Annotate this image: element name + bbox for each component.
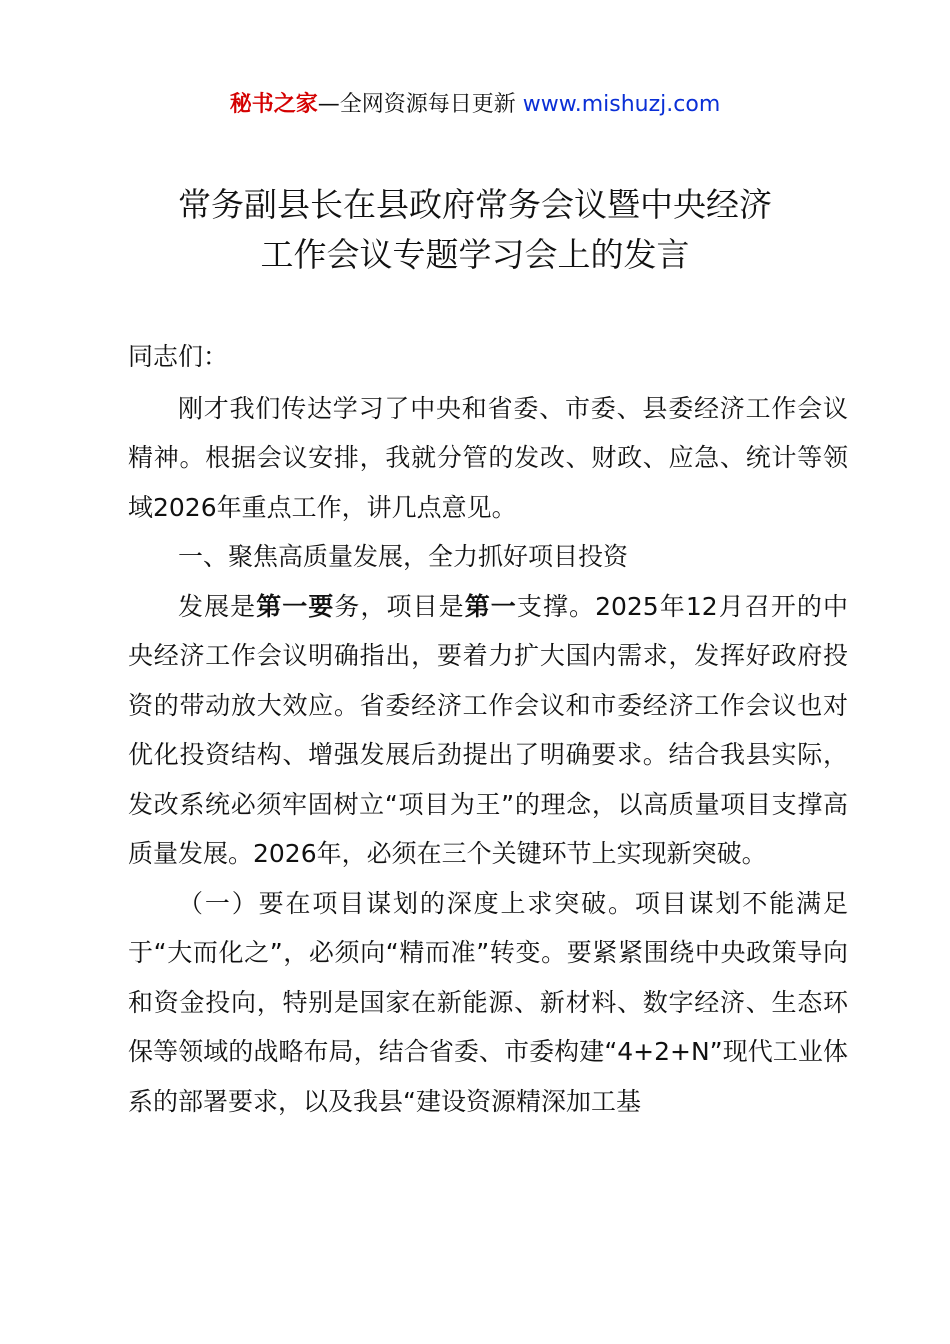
p1-bold-2: 第一 (464, 591, 517, 621)
p1-text-a: 发展是 (178, 591, 257, 621)
section-1-heading: 一、聚焦高质量发展，全力抓好项目投资 (178, 542, 629, 571)
intro-paragraph: 刚才我们传达学习了中央和省委、市委、县委经济工作会议精神。根据会议安排，我就分管的发改、财政、应急、统计等领域2026年重点工作，讲几点意见。 (128, 393, 848, 522)
document-body (128, 332, 848, 1126)
title-line-1: 常务副县长在县政府常务会议暨中央经济 (178, 185, 772, 224)
site-brand: 秘书之家 (229, 92, 318, 117)
section-1-paragraph (128, 582, 848, 879)
subsection-1-paragraph: （一）要在项目谋划的深度上求突破。项目谋划不能满足于“大而化之”，必须向“精而准”转变。要紧紧围绕中央政策导向和资金投向，特别是国家在新能源、新材料、数字经济、生态环保等领域的战略布局，结合省委、市委构建“4+2+N”现代工业体系的部署要求，以及我县“建设资源精深加工基 (128, 888, 848, 1116)
document-title (0, 180, 950, 280)
title-line-2: 工作会议专题学习会上的发言 (260, 235, 690, 274)
site-url-link[interactable]: www.mishuzj.com (522, 92, 721, 117)
p1-bold-1: 第一要 (256, 591, 335, 621)
salutation: 同志们： (128, 342, 229, 371)
p1-text-e: 支撑。2025年12月召开的中央经济工作会议明确指出，要着力扩大国内需求，发挥好政府投资的带动放大效应。省委经济工作会议和市委经济工作会议也对优化投资结构、增强发展后劲提出了明确要求。结合我县实际，发改系统必须牢固树立“项目为王”的理念，以高质量项目支撑高质量发展。2026年，必须在三个关键环节上实现新突破。 (128, 591, 848, 868)
p1-text-c: 务，项目是 (334, 591, 465, 621)
site-header (0, 88, 950, 122)
site-tagline: —全网资源每日更新 (317, 92, 516, 117)
